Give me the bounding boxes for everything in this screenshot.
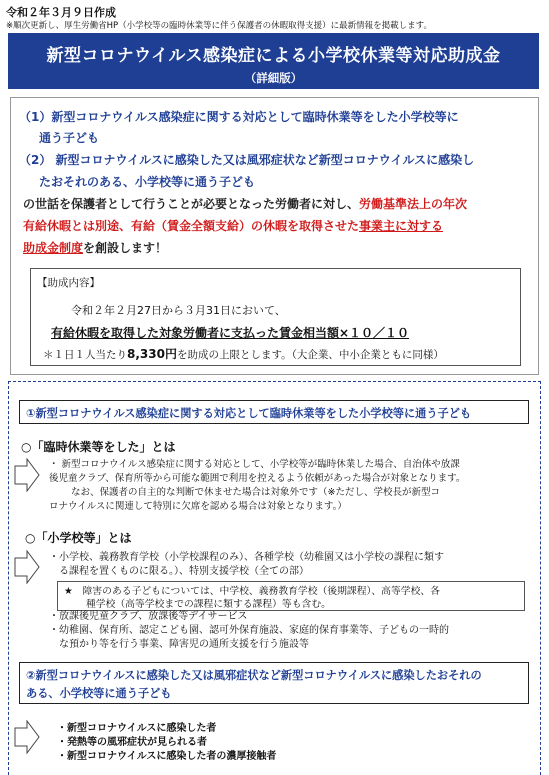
q1-para-line-1: ・ 新型コロナウイルス感染症に関する対応として、小学校等が臨時休業した場合、自治体や放課: [49, 459, 460, 470]
aid-limit: [43, 345, 444, 362]
aid-limit-prefix: ＊１日１人当たり: [43, 349, 127, 361]
disability-note-box: [57, 581, 525, 611]
body-highlight: 労働基準法上の年次: [359, 197, 468, 211]
q1-title: ○「臨時休業等をした」とは: [21, 440, 176, 454]
q2-item-1-cont: る課程を置くものに限る。）、特別支援学校（全ての部）: [59, 566, 309, 577]
s2-item-2: ・発熱等の風邪症状が見られる者: [57, 737, 207, 748]
aid-content-box: [30, 268, 521, 366]
summary-item-2-cont: たおそれのある、小学校等に通う子ども: [39, 175, 256, 189]
summary-item-1-cont: 通う子ども: [39, 131, 100, 145]
section-2-header-line-2: ある、小学校等に通う子ども: [26, 687, 172, 700]
q2-item-1: ・小学校、義務教育学校（小学校課程のみ）、各種学校（幼稚園又は小学校の課程に類す: [49, 552, 444, 563]
aid-limit-suffix: を助成の上限とします。（大企業、中小企業ともに同様）: [176, 349, 444, 361]
page-title: 新型コロナウイルス感染症による小学校休業等対応助成金: [46, 46, 501, 66]
s2-item-1: ・新型コロナウイルスに感染した者: [57, 723, 217, 734]
title-banner: [8, 33, 539, 89]
s2-item-3: ・新型コロナウイルスに感染した者の濃厚接触者: [57, 751, 277, 762]
q1-para-line-2: 後児童クラブ、保育所等から可能な範囲で利用を控えるよう依頼があった場合が対象となります。: [49, 473, 466, 484]
body-highlight-underlined: 事業主に対する: [359, 219, 444, 233]
section-2-header-line-1: ②新型コロナウイルスに感染した又は風邪症状など新型コロナウイルスに感染したおそれの: [26, 669, 482, 682]
q1-para-line-4: ロナウイルスに関連して特別に欠席を認める場合は対象となります。）: [49, 501, 347, 512]
section-1-header-text: ①新型コロナウイルス感染症に関する対応として臨時休業等をした小学校等に通う子ども: [26, 407, 472, 420]
q2-item-3-cont: な預かり等を行う事業、障害児の通所支援を行う施設等: [59, 639, 309, 650]
body-highlight: 有給休暇とは別途、有給（賃金全額支給）の休暇を取得させた: [23, 219, 360, 233]
body-highlight-underlined: 助成金制度: [23, 241, 84, 255]
q1-para-line-3: なお、保護者の自主的な判断で休ませた場合は対象外です（※ただし、学校長が新型コ: [71, 487, 440, 498]
aid-formula: 有給休暇を取得した対象労働者に支払った賃金相当額×１０／１０: [51, 326, 410, 340]
disability-note-line-1: ★ 障害のある子どもについては、中学校、義務教育学校（後期課程）、高等学校、各: [64, 586, 440, 597]
right-arrow-icon: [13, 458, 41, 492]
q2-item-2: ・放課後児童クラブ、放課後等デイサービス: [49, 611, 248, 622]
section-2-header: [19, 662, 529, 704]
aid-period: 令和２年２月27日から３月31日において、: [71, 304, 286, 317]
summary-body-line-1: [23, 195, 467, 212]
summary-body-line-2: [23, 217, 443, 234]
right-arrow-icon: [13, 720, 41, 754]
update-notice: ※順次更新し、厚生労働省HP（小学校等の臨時休業等に伴う保護者の休暇取得支援）に最新情報を掲載します。: [6, 21, 432, 31]
body-text: の世話を保護者として行うことが必要となった労働者に対し、: [23, 197, 360, 211]
summary-item-2: （2） 新型コロナウイルスに感染した又は風邪症状など新型コロナウイルスに感染し: [19, 153, 475, 167]
section-1-header: [19, 400, 529, 424]
right-arrow-icon: [13, 550, 41, 584]
aid-limit-amount: 8,330円: [127, 347, 177, 361]
q2-item-3: ・幼稚園、保育所、認定こども園、認可外保育施設、家庭的保育事業等、子どもの一時的: [49, 625, 449, 636]
summary-body-line-3: [23, 239, 167, 256]
page-subtitle: （詳細版）: [244, 71, 303, 85]
disability-note-line-2: 種学校（高等学校までの課程に類する課程）等も含む。: [86, 599, 331, 610]
q2-title: ○「小学校等」とは: [25, 531, 132, 545]
body-text: を創設します！: [83, 241, 168, 255]
summary-item-1: （1）新型コロナウイルス感染症に関する対応として臨時休業等をした小学校等に: [19, 110, 459, 124]
details-box: [8, 381, 541, 775]
creation-date: 令和２年３月９日作成: [6, 6, 116, 19]
aid-label: 【助成内容】: [37, 277, 100, 289]
